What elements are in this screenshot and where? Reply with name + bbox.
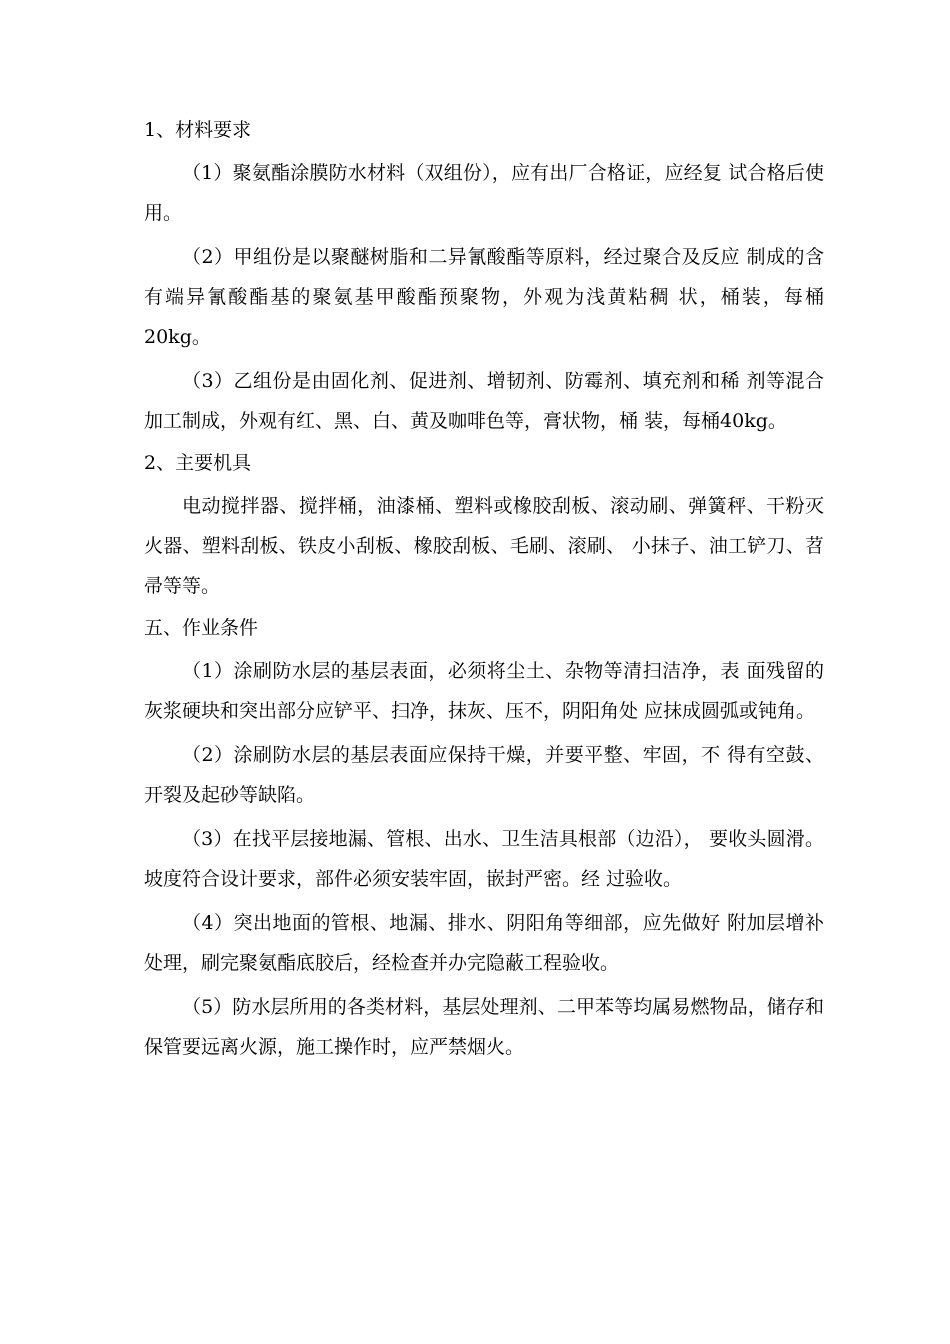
paragraph: （1）涂刷防水层的基层表面，必须将尘土、杂物等清扫洁净，表 面残留的灰浆硬块和突出部分应铲平、扫净，抹灰、压不，阴阳角处 应抹成圆弧或钝角。 [144,660,824,722]
section-heading-materials: 1、材料要求 [144,119,252,141]
paragraph: （2）甲组份是以聚醚树脂和二异氰酸酯等原料，经过聚合及反应 制成的含有端异氰酸酯基的聚氨基甲酸酯预聚物，外观为浅黄粘稠 状，桶装，每桶20kg。 [144,246,824,348]
paragraph: （3）在找平层接地漏、管根、出水、卫生洁具根部（边沿）， 要收头圆滑。坡度符合设计要求，部件必须安装牢固，嵌封严密。经 过验收。 [144,828,824,890]
paragraph: （1）聚氨酯涂膜防水材料（双组份），应有出厂合格证，应经复 试合格后使用。 [144,162,824,224]
section-heading-conditions: 五、作业条件 [144,617,259,639]
paragraph: （5）防水层所用的各类材料，基层处理剂、二甲苯等均属易燃物品，储存和保管要远离火源，施工操作时，应严禁烟火。 [144,996,824,1058]
paragraph: （2）涂刷防水层的基层表面应保持干燥，并要平整、牢固，不 得有空鼓、开裂及起砂等缺陷。 [144,744,824,806]
section-heading-tools: 2、主要机具 [144,452,252,474]
paragraph: （4）突出地面的管根、地漏、排水、阴阳角等细部，应先做好 附加层增补处理，刷完聚氨酯底胶后，经检查并办完隐蔽工程验收。 [144,912,824,974]
paragraph: （3）乙组份是由固化剂、促进剂、增韧剂、防霉剂、填充剂和稀 剂等混合加工制成，外观有红、黑、白、黄及咖啡色等，膏状物，桶 装，每桶40kg。 [144,370,824,432]
paragraph: 电动搅拌器、搅拌桶，油漆桶、塑料或橡胶刮板、滚动刷、弹簧秤、干粉灭火器、塑料刮板、铁皮小刮板、橡胶刮板、毛刷、滚刷、 小抹子、油工铲刀、苕帚等等。 [144,495,824,597]
document-body [144,112,824,1071]
